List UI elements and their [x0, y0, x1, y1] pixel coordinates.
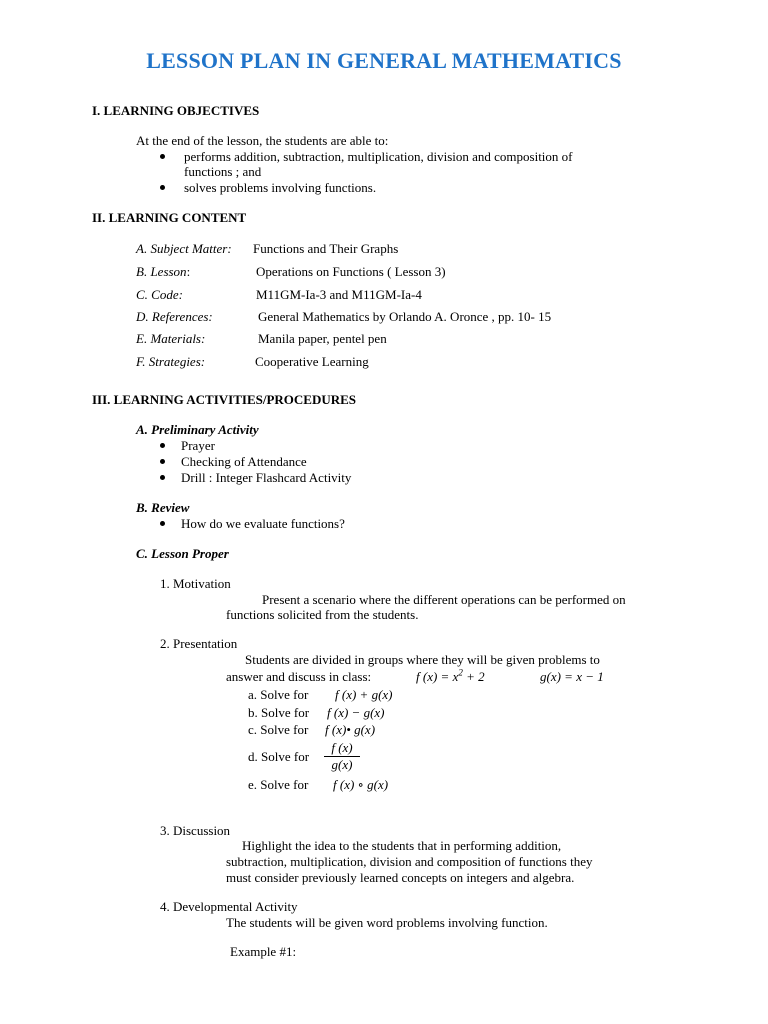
example-label: Example #1:	[230, 944, 297, 959]
problem-b-label: b. Solve for	[248, 705, 310, 720]
document-title: LESSON PLAN IN GENERAL MATHEMATICS	[146, 48, 622, 73]
motivation-text-line1: Present a scenario where the different operations can be performed on	[262, 592, 626, 607]
section-heading-content: II. LEARNING CONTENT	[92, 210, 247, 225]
section-heading-objectives: I. LEARNING OBJECTIVES	[92, 103, 260, 118]
problem-a-expression: f (x) + g(x)	[335, 687, 393, 702]
review-item: How do we evaluate functions?	[181, 516, 345, 531]
content-value-lesson: Operations on Functions ( Lesson 3)	[256, 264, 446, 279]
content-label-materials: E. Materials:	[136, 331, 206, 346]
discussion-text-line1: Highlight the idea to the students that in performing addition,	[242, 838, 562, 853]
preliminary-item-attendance: Checking of Attendance	[181, 454, 307, 469]
lesson-proper-label: C. Lesson Proper	[136, 546, 229, 561]
preliminary-activity-label: A. Preliminary Activity	[136, 422, 259, 437]
problem-d-fraction	[324, 740, 360, 773]
developmental-label: 4. Developmental Activity	[160, 899, 298, 914]
fraction-denominator: g(x)	[331, 757, 353, 772]
objective-item-1-cont: functions ; and	[184, 164, 262, 179]
function-g-definition: g(x) = x − 1	[540, 669, 604, 684]
problem-d-label: d. Solve for	[248, 749, 310, 764]
presentation-label: 2. Presentation	[160, 636, 238, 651]
problem-b-expression: f (x) − g(x)	[327, 705, 385, 720]
bullet-icon	[160, 185, 165, 190]
developmental-text: The students will be given word problems involving function.	[226, 915, 548, 930]
motivation-label: 1. Motivation	[160, 576, 231, 591]
review-label: B. Review	[136, 500, 190, 515]
bullet-icon	[160, 443, 165, 448]
content-label-references: D. References:	[136, 309, 213, 324]
objective-item-2: solves problems involving functions.	[184, 180, 377, 195]
discussion-text-line3: must consider previously learned concepts on integers and algebra.	[226, 870, 575, 885]
content-label-strategies: F. Strategies:	[136, 354, 206, 369]
problem-c-label: c. Solve for	[248, 722, 309, 737]
bullet-icon	[160, 521, 165, 526]
problem-a-label: a. Solve for	[248, 687, 309, 702]
problem-c-expression: f (x)• g(x)	[325, 722, 376, 737]
motivation-text-line2: functions solicited from the students.	[226, 607, 419, 622]
content-label-subject: A. Subject Matter:	[136, 241, 232, 256]
bullet-icon	[160, 459, 165, 464]
problem-e-label: e. Solve for	[248, 777, 309, 792]
objective-item-1: performs addition, subtraction, multiplication, division and composition of	[184, 149, 573, 164]
discussion-label: 3. Discussion	[160, 823, 231, 838]
content-label-code: C. Code:	[136, 287, 183, 302]
presentation-text-line1: Students are divided in groups where they will be given problems to	[245, 652, 600, 667]
content-value-strategies: Cooperative Learning	[255, 354, 369, 369]
objectives-intro: At the end of the lesson, the students are able to:	[136, 133, 389, 148]
section-heading-activities: III. LEARNING ACTIVITIES/PROCEDURES	[92, 392, 357, 407]
discussion-text-line2: subtraction, multiplication, division and composition of functions they	[226, 854, 593, 869]
content-value-subject: Functions and Their Graphs	[253, 241, 399, 256]
function-f-definition: f $(x) = x^2 + 2$	[416, 667, 485, 684]
content-value-code: M11GM-Ia-3 and M11GM-Ia-4	[256, 287, 422, 302]
content-value-materials: Manila paper, pentel pen	[258, 331, 387, 346]
bullet-icon	[160, 475, 165, 480]
preliminary-item-drill: Drill : Integer Flashcard Activity	[181, 470, 352, 485]
bullet-icon	[160, 154, 165, 159]
problem-e-expression: f (x) ∘ g(x)	[333, 777, 389, 792]
content-label-lesson: B. Lesson:	[136, 264, 191, 279]
preliminary-item-prayer: Prayer	[181, 438, 215, 453]
presentation-text-line2: answer and discuss in class:	[226, 669, 372, 684]
fraction-numerator: f (x)	[324, 740, 360, 757]
content-value-references: General Mathematics by Orlando A. Oronce , pp. 10- 15	[258, 309, 552, 324]
